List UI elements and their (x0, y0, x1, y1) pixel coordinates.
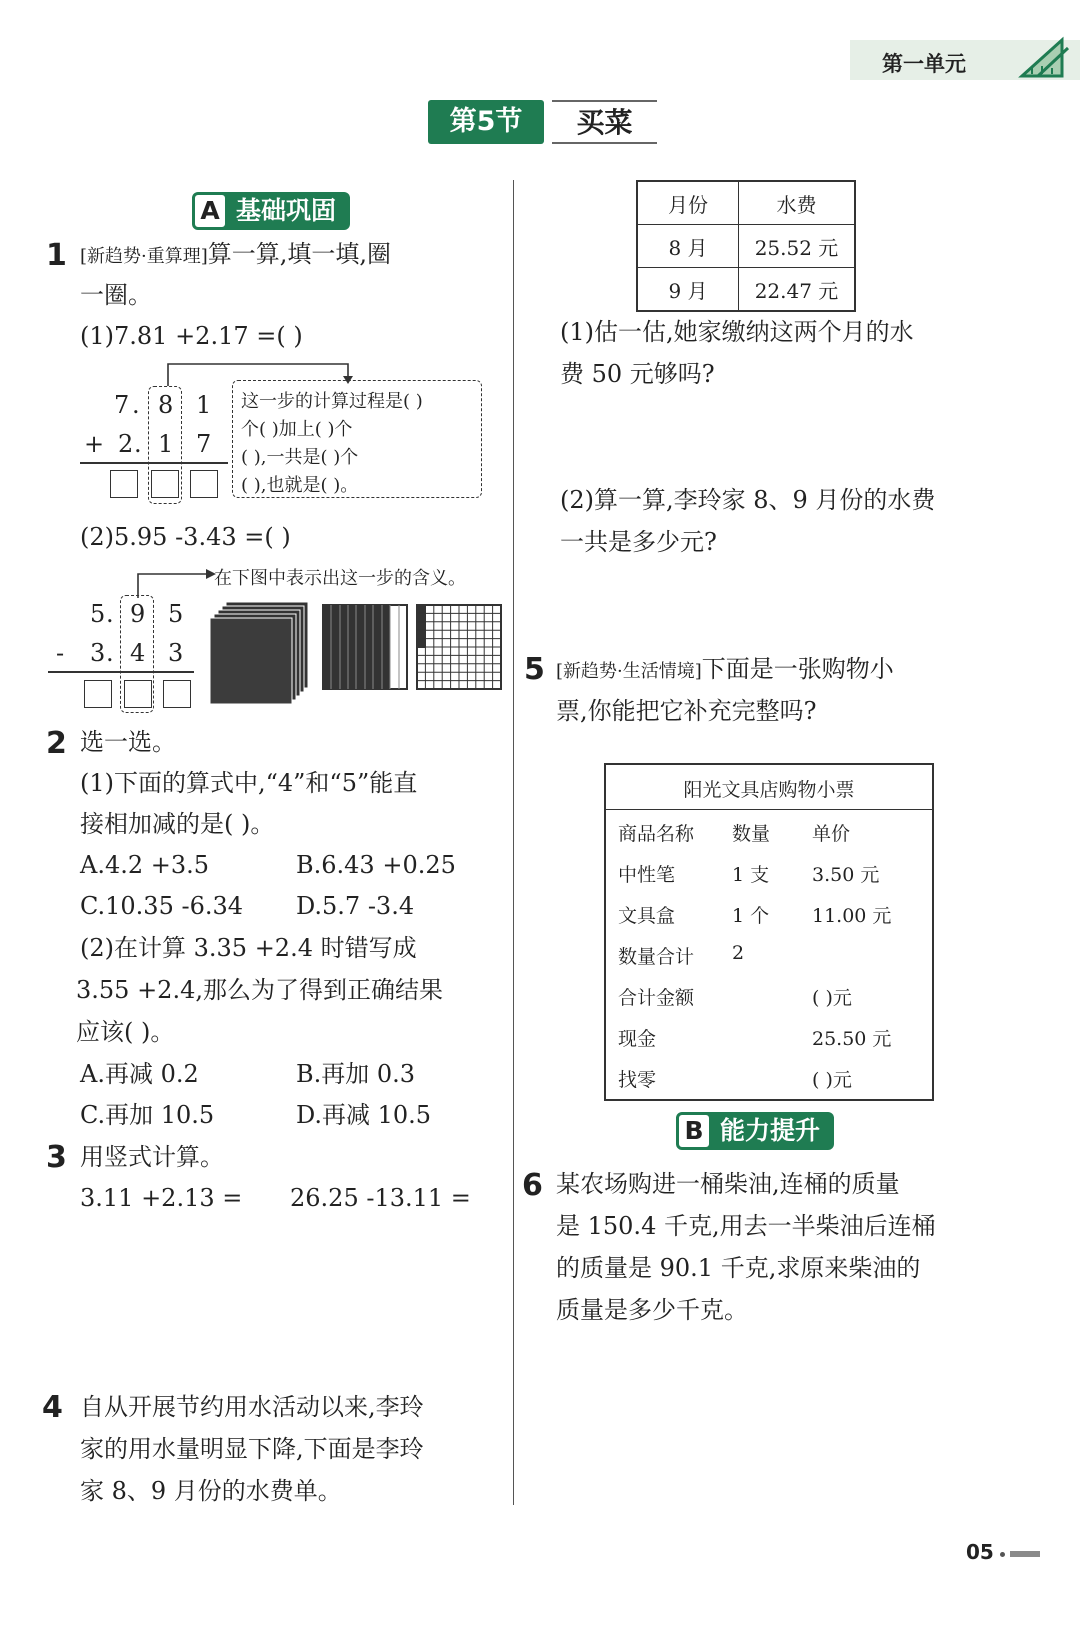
section-a-label: 基础巩固 (222, 192, 350, 230)
q2-p2-line1: (2)在计算 3.35 +2.4 时错写成 (80, 934, 417, 962)
q1-v2-d3: 5 (168, 600, 184, 628)
section-b-letter: B (676, 1112, 712, 1150)
q1-v2-dot2: . (106, 639, 114, 667)
receipt-cell: 3.50 元 (812, 864, 880, 886)
receipt-cell: 11.00 元 (812, 905, 892, 927)
q4-line2: 家的用水量明显下降,下面是李玲 (80, 1435, 424, 1463)
receipt-header: 单价 (812, 823, 851, 845)
q2-option: A.再减 0.2 (80, 1060, 199, 1088)
q1-v2-answer-box[interactable] (124, 680, 152, 708)
q1-v1-e2: 1 (158, 430, 174, 458)
q1-v1-d1: 7 (114, 391, 130, 419)
q1-hint: 在下图中表示出这一步的含义。 (214, 568, 466, 589)
table-header-cell: 水费 (739, 181, 856, 225)
q5-line2: 票,你能把它补充完整吗? (556, 697, 817, 725)
q4-line1: 自从开展节约用水活动以来,李玲 (80, 1393, 424, 1421)
q5-text1: 下面是一张购物小 (701, 655, 894, 683)
table-cell: 8 月 (637, 225, 739, 268)
section-a-letter: A (192, 192, 228, 230)
footer-bar (1010, 1551, 1040, 1557)
receipt-cell: 找零 (618, 1069, 657, 1091)
q2-option: D.再减 10.5 (296, 1101, 432, 1129)
q1-text1: 算一算,填一填,圈 (207, 240, 392, 268)
q1-v2-op: - (56, 639, 65, 667)
ruler-triangle-icon (1018, 36, 1070, 80)
q1-part1: (1)7.81 +2.17 =( ) (80, 322, 303, 350)
q2-p1-line2: 接相加减的是( )。 (80, 810, 275, 838)
q6-line4: 质量是多少千克。 (556, 1296, 748, 1324)
q3-expr2: 26.25 -13.11 = (290, 1184, 471, 1212)
q2-option: A.4.2 +3.5 (80, 851, 210, 879)
q1-v1-line (80, 462, 228, 464)
q1-v2-e1: 3 (90, 639, 106, 667)
q1-note-line: 个( )加上( )个 (241, 419, 353, 440)
table-row (637, 268, 855, 312)
q2-option: B.再加 0.3 (296, 1060, 416, 1088)
q4-number: 4 (42, 1390, 63, 1425)
table-row (637, 225, 855, 268)
shopping-receipt (604, 763, 934, 1101)
q2-option: C.10.35 -6.34 (80, 892, 244, 920)
receipt-blank[interactable]: ( )元 (812, 1069, 852, 1091)
q5-number: 5 (524, 652, 545, 687)
q2-p2-line2: 3.55 +2.4,那么为了得到正确结果 (76, 976, 443, 1004)
q4-p1-line2: 费 50 元够吗? (560, 360, 715, 388)
q4-p2-line1: (2)算一算,李玲家 8、9 月份的水费 (560, 486, 936, 514)
q1-note-line: 这一步的计算过程是( ) (241, 391, 423, 412)
q5-line1 (556, 657, 894, 681)
q1-v1-dot2: . (134, 430, 142, 458)
q1-note-box (232, 380, 482, 498)
q1-tag: [新趋势·重算理] (80, 246, 208, 267)
receipt-cell: 合计金额 (618, 987, 695, 1009)
q1-v1-e3: 7 (196, 430, 212, 458)
section-b-label: 能力提升 (706, 1112, 834, 1150)
table-cell: 25.52 元 (739, 225, 856, 268)
receipt-cell: 1 个 (732, 905, 770, 927)
receipt-cell: 现金 (618, 1028, 657, 1050)
q2-title: 选一选。 (80, 728, 176, 756)
q1-v2-answer-box[interactable] (163, 680, 191, 708)
receipt-cell: 2 (732, 942, 745, 964)
hundredths-grid-icon (416, 604, 502, 690)
q1-v1-answer-box[interactable] (190, 470, 218, 498)
q6-line3: 的质量是 90.1 千克,求原来柴油的 (556, 1254, 921, 1282)
q2-p1-line1: (1)下面的算式中,“4”和“5”能直 (80, 769, 418, 797)
receipt-cell: 数量合计 (618, 946, 695, 968)
receipt-cell: 中性笔 (618, 864, 676, 886)
q1-note-line: ( ),一共是( )个 (241, 447, 359, 468)
receipt-title: 阳光文具店购物小票 (683, 779, 855, 801)
lesson-badge: 第5节 (428, 100, 544, 144)
q1-v2-d2: 9 (130, 600, 146, 628)
q1-v2-answer-box[interactable] (84, 680, 112, 708)
q1-v1-answer-box[interactable] (110, 470, 138, 498)
q1-v1-dot: . (132, 391, 140, 419)
q1-v1-answer-box[interactable] (151, 470, 179, 498)
lesson-name: 买菜 (552, 100, 657, 144)
q1-v1-e1: 2 (118, 430, 134, 458)
q1-part2: (2)5.95 -3.43 =( ) (80, 523, 291, 551)
q6-line1: 某农场购进一桶柴油,连桶的质量 (556, 1170, 900, 1198)
q5-tag: [新趋势·生活情境] (556, 661, 702, 682)
column-divider (513, 180, 514, 1505)
table-header-row (637, 181, 855, 225)
receipt-divider (606, 809, 932, 810)
footer-dot (1000, 1552, 1005, 1557)
q2-option: D.5.7 -3.4 (296, 892, 415, 920)
q6-number: 6 (522, 1168, 543, 1203)
q1-v2-line (48, 671, 194, 673)
q1-v1-d3: 1 (196, 391, 212, 419)
table-cell: 9 月 (637, 268, 739, 312)
q1-note-line: ( ),也就是( )。 (241, 475, 359, 496)
q4-p1-line1: (1)估一估,她家缴纳这两个月的水 (560, 318, 914, 346)
water-bill-table (636, 180, 856, 312)
q2-option: B.6.43 +0.25 (296, 851, 456, 879)
q1-v2-d1: 5 (90, 600, 106, 628)
q1-v2-dot: . (106, 600, 114, 628)
q1-v2-e3: 3 (168, 639, 184, 667)
q2-option: C.再加 10.5 (80, 1101, 215, 1129)
q3-number: 3 (46, 1140, 67, 1175)
receipt-header: 商品名称 (618, 823, 695, 845)
q1-v1-op: + (84, 430, 105, 458)
receipt-cell: 文具盒 (618, 905, 676, 927)
q1-number: 1 (46, 238, 67, 273)
page-number: 05 (966, 1540, 994, 1564)
q1-v2-e2: 4 (130, 639, 146, 667)
tenths-block-icon (322, 604, 408, 690)
table-header-cell: 月份 (637, 181, 739, 225)
receipt-cell: 25.50 元 (812, 1028, 892, 1050)
table-cell: 22.47 元 (739, 268, 856, 312)
q1-text2: 一圈。 (80, 281, 152, 309)
q1-v1-d2: 8 (158, 391, 174, 419)
q4-line3: 家 8、9 月份的水费单。 (80, 1477, 342, 1505)
q2-number: 2 (46, 726, 67, 761)
q4-p2-line2: 一共是多少元? (560, 528, 717, 556)
unit-tab (850, 40, 1080, 80)
receipt-header: 数量 (732, 823, 771, 845)
q3-title: 用竖式计算。 (80, 1143, 224, 1171)
receipt-blank[interactable]: ( )元 (812, 987, 852, 1009)
hundred-blocks-stack-icon (208, 600, 310, 708)
q1-line1 (80, 242, 391, 266)
q1-arrow-to-hint (130, 566, 220, 598)
receipt-cell: 1 支 (732, 864, 770, 886)
q3-expr1: 3.11 +2.13 = (80, 1184, 243, 1212)
q2-p2-line3: 应该( )。 (76, 1018, 175, 1046)
q6-line2: 是 150.4 千克,用去一半柴油后连桶 (556, 1212, 936, 1240)
unit-label: 第一单元 (882, 52, 966, 76)
